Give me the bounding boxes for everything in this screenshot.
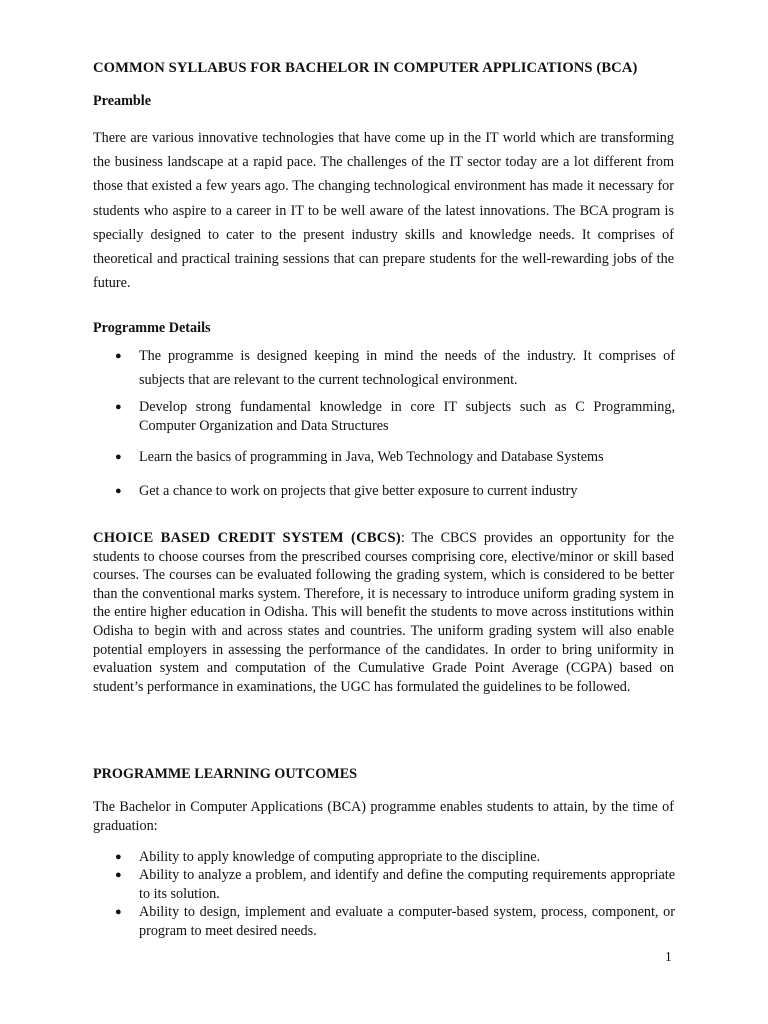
list-item-text: Ability to apply knowledge of computing appropriate to the discipline. bbox=[139, 849, 541, 865]
bullet-icon: ● bbox=[115, 906, 122, 918]
preamble-paragraph: There are various innovative technologies that have come up in the IT world which are transforming the business landscape at a rapid pace. The challenges of the IT sector today are a lot different from those that existed a few years ago. The changing technological environment has made it necessary for students who aspire to a career in IT to be well aware of the latest innovations. The BCA program is specially designed to cater to the present industry skills and knowledge needs. It comprises of theoretical and practical training sessions that can prepare students for the well-rewarding jobs of the future. bbox=[93, 130, 674, 292]
learning-outcomes-heading: PROGRAMME LEARNING OUTCOMES bbox=[93, 766, 358, 782]
list-item-text: Ability to design, implement and evaluate a computer-based system, process, component, or program to meet desired needs. bbox=[139, 904, 675, 939]
document-title: COMMON SYLLABUS FOR BACHELOR IN COMPUTER APPLICATIONS (BCA) bbox=[93, 60, 638, 76]
list-item-text: Develop strong fundamental knowledge in core IT subjects such as C Programming, Computer Organization and Data Structures bbox=[139, 399, 675, 434]
list-item-text: Learn the basics of programming in Java, Web Technology and Database Systems bbox=[139, 449, 604, 465]
preamble-heading: Preamble bbox=[93, 93, 152, 109]
list-item bbox=[115, 448, 675, 467]
page-number: 1 bbox=[665, 949, 672, 964]
list-item-text: The programme is designed keeping in mind the needs of the industry. It comprises of subjects that are relevant to the current technological environment. bbox=[139, 348, 675, 389]
list-item bbox=[115, 903, 675, 940]
list-item bbox=[115, 866, 675, 903]
programme-details-heading: Programme Details bbox=[93, 320, 211, 336]
list-item bbox=[115, 344, 675, 392]
bullet-icon: ● bbox=[115, 451, 122, 463]
cbcs-separator: : bbox=[400, 530, 405, 546]
learning-outcomes-intro: The Bachelor in Computer Applications (BCA) programme enables students to attain, by the time of graduation: bbox=[93, 799, 674, 834]
bullet-icon: ● bbox=[115, 350, 122, 362]
bullet-icon: ● bbox=[115, 485, 122, 497]
bullet-icon: ● bbox=[115, 401, 122, 413]
list-item bbox=[115, 482, 675, 501]
list-item-text: Get a chance to work on projects that give better exposure to current industry bbox=[139, 483, 578, 499]
cbcs-paragraph bbox=[93, 529, 674, 696]
list-item bbox=[115, 398, 675, 435]
cbcs-text: The CBCS provides an opportunity for the students to choose courses from the prescribed courses comprising core, elective/minor or skill based courses. The courses can be evaluated following the grading system, which is considered to be better than the conventional marks system. Therefore, it is necessary to introduce uniform grading system in the entire higher education in Odisha. This will benefit the students to move across institutions within Odisha to begin with and across states and countries. The uniform grading system will also enable potential employers in assessing the performance of the candidates. In order to bring uniformity in evaluation system and computation of the Cumulative Grade Point Average (CGPA) based on student’s performance in examinations, the UGC has formulated the guidelines to be followed. bbox=[93, 530, 674, 695]
cbcs-heading: CHOICE BASED CREDIT SYSTEM (CBCS) bbox=[93, 530, 401, 546]
bullet-icon: ● bbox=[115, 869, 122, 881]
list-item bbox=[115, 848, 675, 867]
bullet-icon: ● bbox=[115, 851, 122, 863]
list-item-text: Ability to analyze a problem, and identify and define the computing requirements appropriate to its solution. bbox=[139, 867, 675, 902]
